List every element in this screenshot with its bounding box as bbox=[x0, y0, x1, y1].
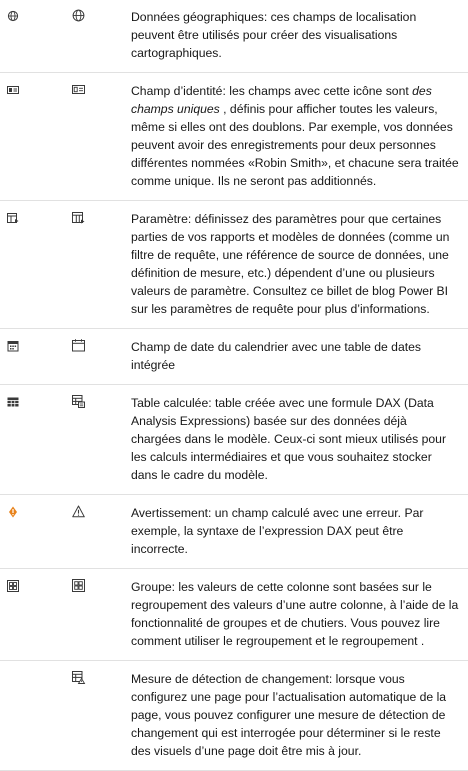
table-row-warning bbox=[0, 495, 468, 569]
identity-card-icon bbox=[72, 83, 85, 96]
calendar-icon bbox=[7, 340, 19, 352]
row-description: Données géographiques: ces champs de localisation peuvent être utilisés pour créer des visualisations cartographiques. bbox=[131, 10, 417, 60]
table-row-identity bbox=[0, 73, 468, 201]
globe-icon bbox=[72, 9, 85, 22]
table-row-calendar bbox=[0, 329, 468, 385]
identity-text-emphasis: des champs uniques bbox=[131, 84, 432, 116]
parameter-icon bbox=[7, 212, 19, 224]
row-description bbox=[131, 82, 460, 190]
identity-text-before: Champ d’identité: les champs avec cette icône sont bbox=[131, 84, 413, 98]
calculated-table-icon bbox=[7, 396, 19, 408]
row-description: Mesure de détection de changement: lorsque vous configurez une page pour l’actualisation automatique de la page, vous pouvez configurer une mesure de détection de changement qui est interrogée pour déterminer si le reste des visuels d’une page doit être mis à jour. bbox=[131, 672, 447, 758]
row-description: Paramètre: définissez des paramètres pour que certaines parties de vos rapports et modèles de données (comme un filtre de requête, une référence de source de données, une définition de mesure, etc.) dépendent d’une ou plusieurs valeurs de paramètre. Consultez ce billet de blog Power BI sur les paramètres de requête pour plus d’informations. bbox=[131, 212, 450, 316]
row-description: Avertissement: un champ calculé avec une erreur. Par exemple, la syntaxe de l’expression DAX peut être incorrecte. bbox=[131, 506, 424, 556]
warning-diamond-icon bbox=[7, 506, 19, 518]
globe-icon bbox=[7, 10, 19, 22]
warning-triangle-icon bbox=[72, 505, 85, 518]
table-row-parameter bbox=[0, 201, 468, 329]
identity-text-after: , définis pour afficher toutes les valeurs, même si elles ont des doublons. Par exemple, vos données peuvent avoir des enregistrements pour deux personnes différentes nommées «Robin Smith», et chacune sera traitée comme unique. Ils ne seront pas additionnés. bbox=[131, 102, 459, 188]
group-icon bbox=[72, 579, 85, 592]
table-row-change-detection bbox=[0, 661, 468, 771]
change-detection-icon bbox=[72, 671, 85, 684]
row-description: Table calculée: table créée avec une formule DAX (Data Analysis Expressions) basée sur des données déjà chargées dans le modèle. Ceux-ci sont mieux utilisés pour les calculs intermédiaires et que vous souhaitez stocker dans le cadre du modèle. bbox=[131, 396, 447, 482]
identity-card-icon bbox=[7, 84, 19, 96]
row-description: Champ de date du calendrier avec une table de dates intégrée bbox=[131, 340, 421, 372]
parameter-icon bbox=[72, 211, 85, 224]
table-row-calculated-table bbox=[0, 385, 468, 495]
calendar-icon bbox=[72, 339, 85, 352]
calculated-table-icon bbox=[72, 395, 85, 408]
table-row-group bbox=[0, 569, 468, 661]
row-description: Groupe: les valeurs de cette colonne sont basées sur le regroupement des valeurs d’une autre colonne, à l’aide de la fonctionnalité de groupes et de chutiers. Vous pouvez lire comment utiliser le regroupement et le regroupement . bbox=[131, 580, 459, 648]
group-icon bbox=[7, 580, 19, 592]
table-row-geographic bbox=[0, 0, 468, 73]
